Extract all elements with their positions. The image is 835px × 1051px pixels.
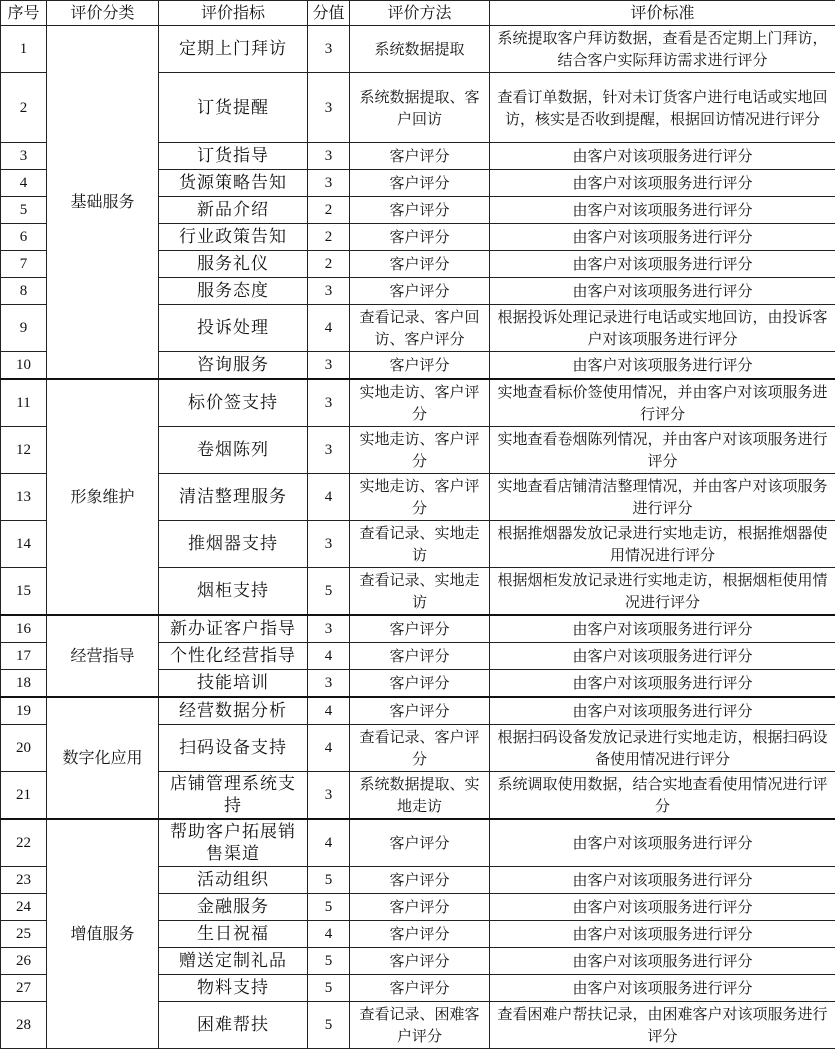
- row-indicator: 货源策略告知: [159, 170, 308, 197]
- row-method: 查看记录、客户评分: [350, 725, 490, 772]
- row-seq: 11: [1, 379, 47, 427]
- row-indicator: 困难帮扶: [159, 1002, 308, 1049]
- row-standard: 查看困难户帮扶记录，由困难客户对该项服务进行评分: [490, 1002, 835, 1049]
- row-indicator: 服务礼仪: [159, 251, 308, 278]
- row-standard: 由客户对该项服务进行评分: [490, 697, 835, 725]
- row-standard: 由客户对该项服务进行评分: [490, 867, 835, 894]
- row-seq: 4: [1, 170, 47, 197]
- row-score: 5: [308, 894, 350, 921]
- row-method: 客户评分: [350, 224, 490, 251]
- row-method: 客户评分: [350, 143, 490, 170]
- table-row: [1, 26, 835, 73]
- row-standard: 系统提取客户拜访数据，查看是否定期上门拜访，结合客户实际拜访需求进行评分: [490, 26, 835, 73]
- row-seq: 18: [1, 670, 47, 698]
- row-method: 实地走访、客户评分: [350, 474, 490, 521]
- row-method: 客户评分: [350, 278, 490, 305]
- row-score: 4: [308, 643, 350, 670]
- row-seq: 28: [1, 1002, 47, 1049]
- row-score: 5: [308, 948, 350, 975]
- row-score: 4: [308, 474, 350, 521]
- row-method: 客户评分: [350, 643, 490, 670]
- row-score: 2: [308, 251, 350, 278]
- row-standard: 查看订单数据，针对未订货客户进行电话或实地回访，核实是否收到提醒，根据回访情况进行评分: [490, 73, 835, 143]
- row-score: 3: [308, 670, 350, 698]
- row-seq: 10: [1, 352, 47, 380]
- row-standard: 由客户对该项服务进行评分: [490, 643, 835, 670]
- row-method: 系统数据提取、客户回访: [350, 73, 490, 143]
- row-score: 5: [308, 975, 350, 1002]
- row-method: 查看记录、实地走访: [350, 568, 490, 616]
- row-seq: 17: [1, 643, 47, 670]
- row-seq: 5: [1, 197, 47, 224]
- row-method: 客户评分: [350, 867, 490, 894]
- row-seq: 19: [1, 697, 47, 725]
- row-method: 实地走访、客户评分: [350, 379, 490, 427]
- row-method: 客户评分: [350, 697, 490, 725]
- row-indicator: 生日祝福: [159, 921, 308, 948]
- row-standard: 实地查看标价签使用情况，并由客户对该项服务进行评分: [490, 379, 835, 427]
- row-indicator: 活动组织: [159, 867, 308, 894]
- row-method: 系统数据提取: [350, 26, 490, 73]
- table-row: [1, 819, 835, 867]
- row-standard: 由客户对该项服务进行评分: [490, 670, 835, 698]
- row-indicator: 定期上门拜访: [159, 26, 308, 73]
- row-standard: 由客户对该项服务进行评分: [490, 615, 835, 643]
- row-method: 客户评分: [350, 894, 490, 921]
- row-score: 4: [308, 697, 350, 725]
- row-standard: 由客户对该项服务进行评分: [490, 197, 835, 224]
- row-seq: 14: [1, 521, 47, 568]
- row-indicator: 标价签支持: [159, 379, 308, 427]
- row-indicator: 技能培训: [159, 670, 308, 698]
- row-indicator: 推烟器支持: [159, 521, 308, 568]
- row-indicator: 清洁整理服务: [159, 474, 308, 521]
- row-indicator: 扫码设备支持: [159, 725, 308, 772]
- row-indicator: 订货提醒: [159, 73, 308, 143]
- row-score: 3: [308, 170, 350, 197]
- row-indicator: 金融服务: [159, 894, 308, 921]
- row-method: 客户评分: [350, 170, 490, 197]
- row-seq: 21: [1, 772, 47, 820]
- row-score: 3: [308, 73, 350, 143]
- row-standard: 根据投诉处理记录进行电话或实地回访，由投诉客户对该项服务进行评分: [490, 305, 835, 352]
- row-seq: 9: [1, 305, 47, 352]
- row-score: 2: [308, 197, 350, 224]
- table-row: [1, 697, 835, 725]
- row-score: 3: [308, 26, 350, 73]
- row-standard: 实地查看卷烟陈列情况，并由客户对该项服务进行评分: [490, 427, 835, 474]
- row-method: 客户评分: [350, 352, 490, 380]
- row-score: 4: [308, 305, 350, 352]
- header-indicator: 评价指标: [159, 1, 308, 26]
- row-seq: 23: [1, 867, 47, 894]
- row-indicator: 赠送定制礼品: [159, 948, 308, 975]
- row-seq: 20: [1, 725, 47, 772]
- row-indicator: 新办证客户指导: [159, 615, 308, 643]
- row-seq: 25: [1, 921, 47, 948]
- row-seq: 13: [1, 474, 47, 521]
- row-seq: 12: [1, 427, 47, 474]
- row-method: 客户评分: [350, 921, 490, 948]
- row-standard: 根据扫码设备发放记录进行实地走访，根据扫码设备使用情况进行评分: [490, 725, 835, 772]
- row-standard: 根据推烟器发放记录进行实地走访，根据推烟器使用情况进行评分: [490, 521, 835, 568]
- row-method: 客户评分: [350, 975, 490, 1002]
- row-score: 4: [308, 725, 350, 772]
- row-score: 3: [308, 379, 350, 427]
- row-standard: 由客户对该项服务进行评分: [490, 251, 835, 278]
- row-score: 2: [308, 224, 350, 251]
- row-score: 3: [308, 278, 350, 305]
- row-method: 查看记录、客户回访、客户评分: [350, 305, 490, 352]
- row-seq: 24: [1, 894, 47, 921]
- row-indicator: 咨询服务: [159, 352, 308, 380]
- row-standard: 由客户对该项服务进行评分: [490, 278, 835, 305]
- row-standard: 系统调取使用数据，结合实地查看使用情况进行评分: [490, 772, 835, 820]
- header-seq: 序号: [1, 1, 47, 26]
- row-seq: 16: [1, 615, 47, 643]
- row-seq: 3: [1, 143, 47, 170]
- row-seq: 8: [1, 278, 47, 305]
- row-score: 3: [308, 352, 350, 380]
- row-method: 系统数据提取、实地走访: [350, 772, 490, 820]
- row-standard: 由客户对该项服务进行评分: [490, 224, 835, 251]
- row-score: 5: [308, 867, 350, 894]
- row-method: 客户评分: [350, 819, 490, 867]
- header-category: 评价分类: [47, 1, 159, 26]
- row-seq: 2: [1, 73, 47, 143]
- row-seq: 27: [1, 975, 47, 1002]
- category-cell: 经营指导: [47, 615, 159, 697]
- row-score: 3: [308, 143, 350, 170]
- row-indicator: 个性化经营指导: [159, 643, 308, 670]
- row-standard: 由客户对该项服务进行评分: [490, 894, 835, 921]
- row-indicator: 店铺管理系统支持: [159, 772, 308, 820]
- row-standard: 由客户对该项服务进行评分: [490, 948, 835, 975]
- row-score: 4: [308, 921, 350, 948]
- header-method: 评价方法: [350, 1, 490, 26]
- row-method: 客户评分: [350, 670, 490, 698]
- row-indicator: 新品介绍: [159, 197, 308, 224]
- row-score: 5: [308, 568, 350, 616]
- row-standard: 由客户对该项服务进行评分: [490, 975, 835, 1002]
- category-cell: 增值服务: [47, 819, 159, 1049]
- row-score: 3: [308, 615, 350, 643]
- row-standard: 根据烟柜发放记录进行实地走访，根据烟柜使用情况进行评分: [490, 568, 835, 616]
- row-indicator: 行业政策告知: [159, 224, 308, 251]
- header-score: 分值: [308, 1, 350, 26]
- header-standard: 评价标准: [490, 1, 835, 26]
- row-standard: 由客户对该项服务进行评分: [490, 352, 835, 380]
- row-standard: 由客户对该项服务进行评分: [490, 170, 835, 197]
- row-score: 4: [308, 819, 350, 867]
- category-cell: 数字化应用: [47, 697, 159, 819]
- row-method: 客户评分: [350, 251, 490, 278]
- row-indicator: 经营数据分析: [159, 697, 308, 725]
- row-seq: 1: [1, 26, 47, 73]
- row-indicator: 服务态度: [159, 278, 308, 305]
- row-standard: 由客户对该项服务进行评分: [490, 143, 835, 170]
- row-score: 5: [308, 1002, 350, 1049]
- row-standard: 由客户对该项服务进行评分: [490, 819, 835, 867]
- row-indicator: 烟柜支持: [159, 568, 308, 616]
- table-row: [1, 379, 835, 427]
- table-row: [1, 615, 835, 643]
- row-method: 客户评分: [350, 615, 490, 643]
- row-indicator: 卷烟陈列: [159, 427, 308, 474]
- row-method: 查看记录、困难客户评分: [350, 1002, 490, 1049]
- category-cell: 形象维护: [47, 379, 159, 615]
- row-indicator: 帮助客户拓展销售渠道: [159, 819, 308, 867]
- header-row: [1, 1, 835, 26]
- row-indicator: 订货指导: [159, 143, 308, 170]
- row-method: 客户评分: [350, 948, 490, 975]
- row-seq: 7: [1, 251, 47, 278]
- row-standard: 由客户对该项服务进行评分: [490, 921, 835, 948]
- table-body: [1, 26, 835, 1049]
- row-indicator: 投诉处理: [159, 305, 308, 352]
- row-indicator: 物料支持: [159, 975, 308, 1002]
- category-cell: 基础服务: [47, 26, 159, 380]
- row-seq: 15: [1, 568, 47, 616]
- row-seq: 6: [1, 224, 47, 251]
- row-seq: 22: [1, 819, 47, 867]
- row-score: 3: [308, 427, 350, 474]
- row-seq: 26: [1, 948, 47, 975]
- row-standard: 实地查看店铺清洁整理情况，并由客户对该项服务进行评分: [490, 474, 835, 521]
- row-method: 查看记录、实地走访: [350, 521, 490, 568]
- row-score: 3: [308, 521, 350, 568]
- row-score: 3: [308, 772, 350, 820]
- row-method: 客户评分: [350, 197, 490, 224]
- row-method: 实地走访、客户评分: [350, 427, 490, 474]
